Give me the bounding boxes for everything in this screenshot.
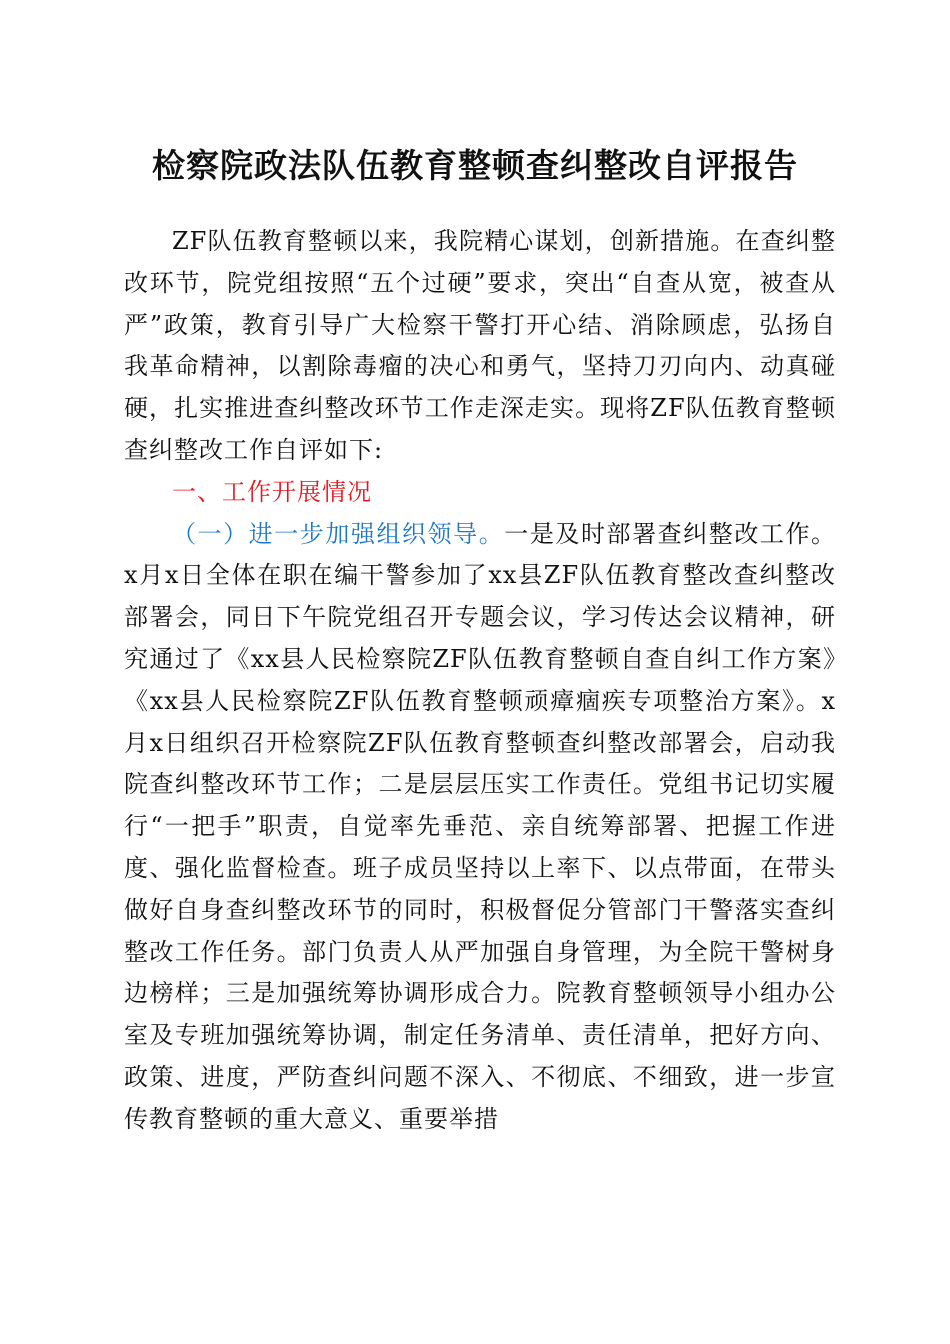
subsection-heading: （一）进一步加强组织领导。 xyxy=(172,519,505,548)
section-heading xyxy=(124,472,836,514)
subsection-paragraph xyxy=(124,514,836,1141)
intro-paragraph: ZF队伍教育整顿以来，我院精心谋划，创新措施。在查纠整改环节，院党组按照“五个过硬”要求，突出“自查从宽，被查从严”政策，教育引导广大检察干警打开心结、消除顾虑，弘扬自我革命精神，以割除毒瘤的决心和勇气，坚持刀刃向内、动真碰硬，扎实推进查纠整改环节工作走深走实。现将ZF队伍教育整顿查纠整改工作自评如下: xyxy=(124,227,836,464)
section-heading-text: 一、工作开展情况 xyxy=(172,477,372,506)
subsection-body: 一是及时部署查纠整改工作。x月x日全体在职在编干警参加了xx县ZF队伍教育整改查纠整改部署会，同日下午院党组召开专题会议，学习传达会议精神，研究通过了《xx县人民检察院ZF队伍教育整顿自查自纠工作方案》《xx县人民检察院ZF队伍教育整顿顽瘴痼疾专项整治方案》。x月x日组织召开检察院ZF队伍教育整顿查纠整改部署会，启动我院查纠整改环节工作；二是层层压实工作责任。党组书记切实履行“一把手”职责，自觉率先垂范、亲自统筹部署、把握工作进度、强化监督检查。班子成员坚持以上率下、以点带面，在带头做好自身查纠整改环节的同时，积极督促分管部门干警落实查纠整改工作任务。部门负责人从严加强自身管理，为全院干警树身边榜样；三是加强统筹协调形成合力。院教育整顿领导小组办公室及专班加强统筹协调，制定任务清单、责任清单，把好方向、政策、进度，严防查纠问题不深入、不彻底、不细致，进一步宣传教育整顿的重大意义、重要举措 xyxy=(124,519,837,1133)
document-title: 检察院政法队伍教育整顿查纠整改自评报告 xyxy=(152,146,798,185)
document-body xyxy=(124,221,836,1141)
